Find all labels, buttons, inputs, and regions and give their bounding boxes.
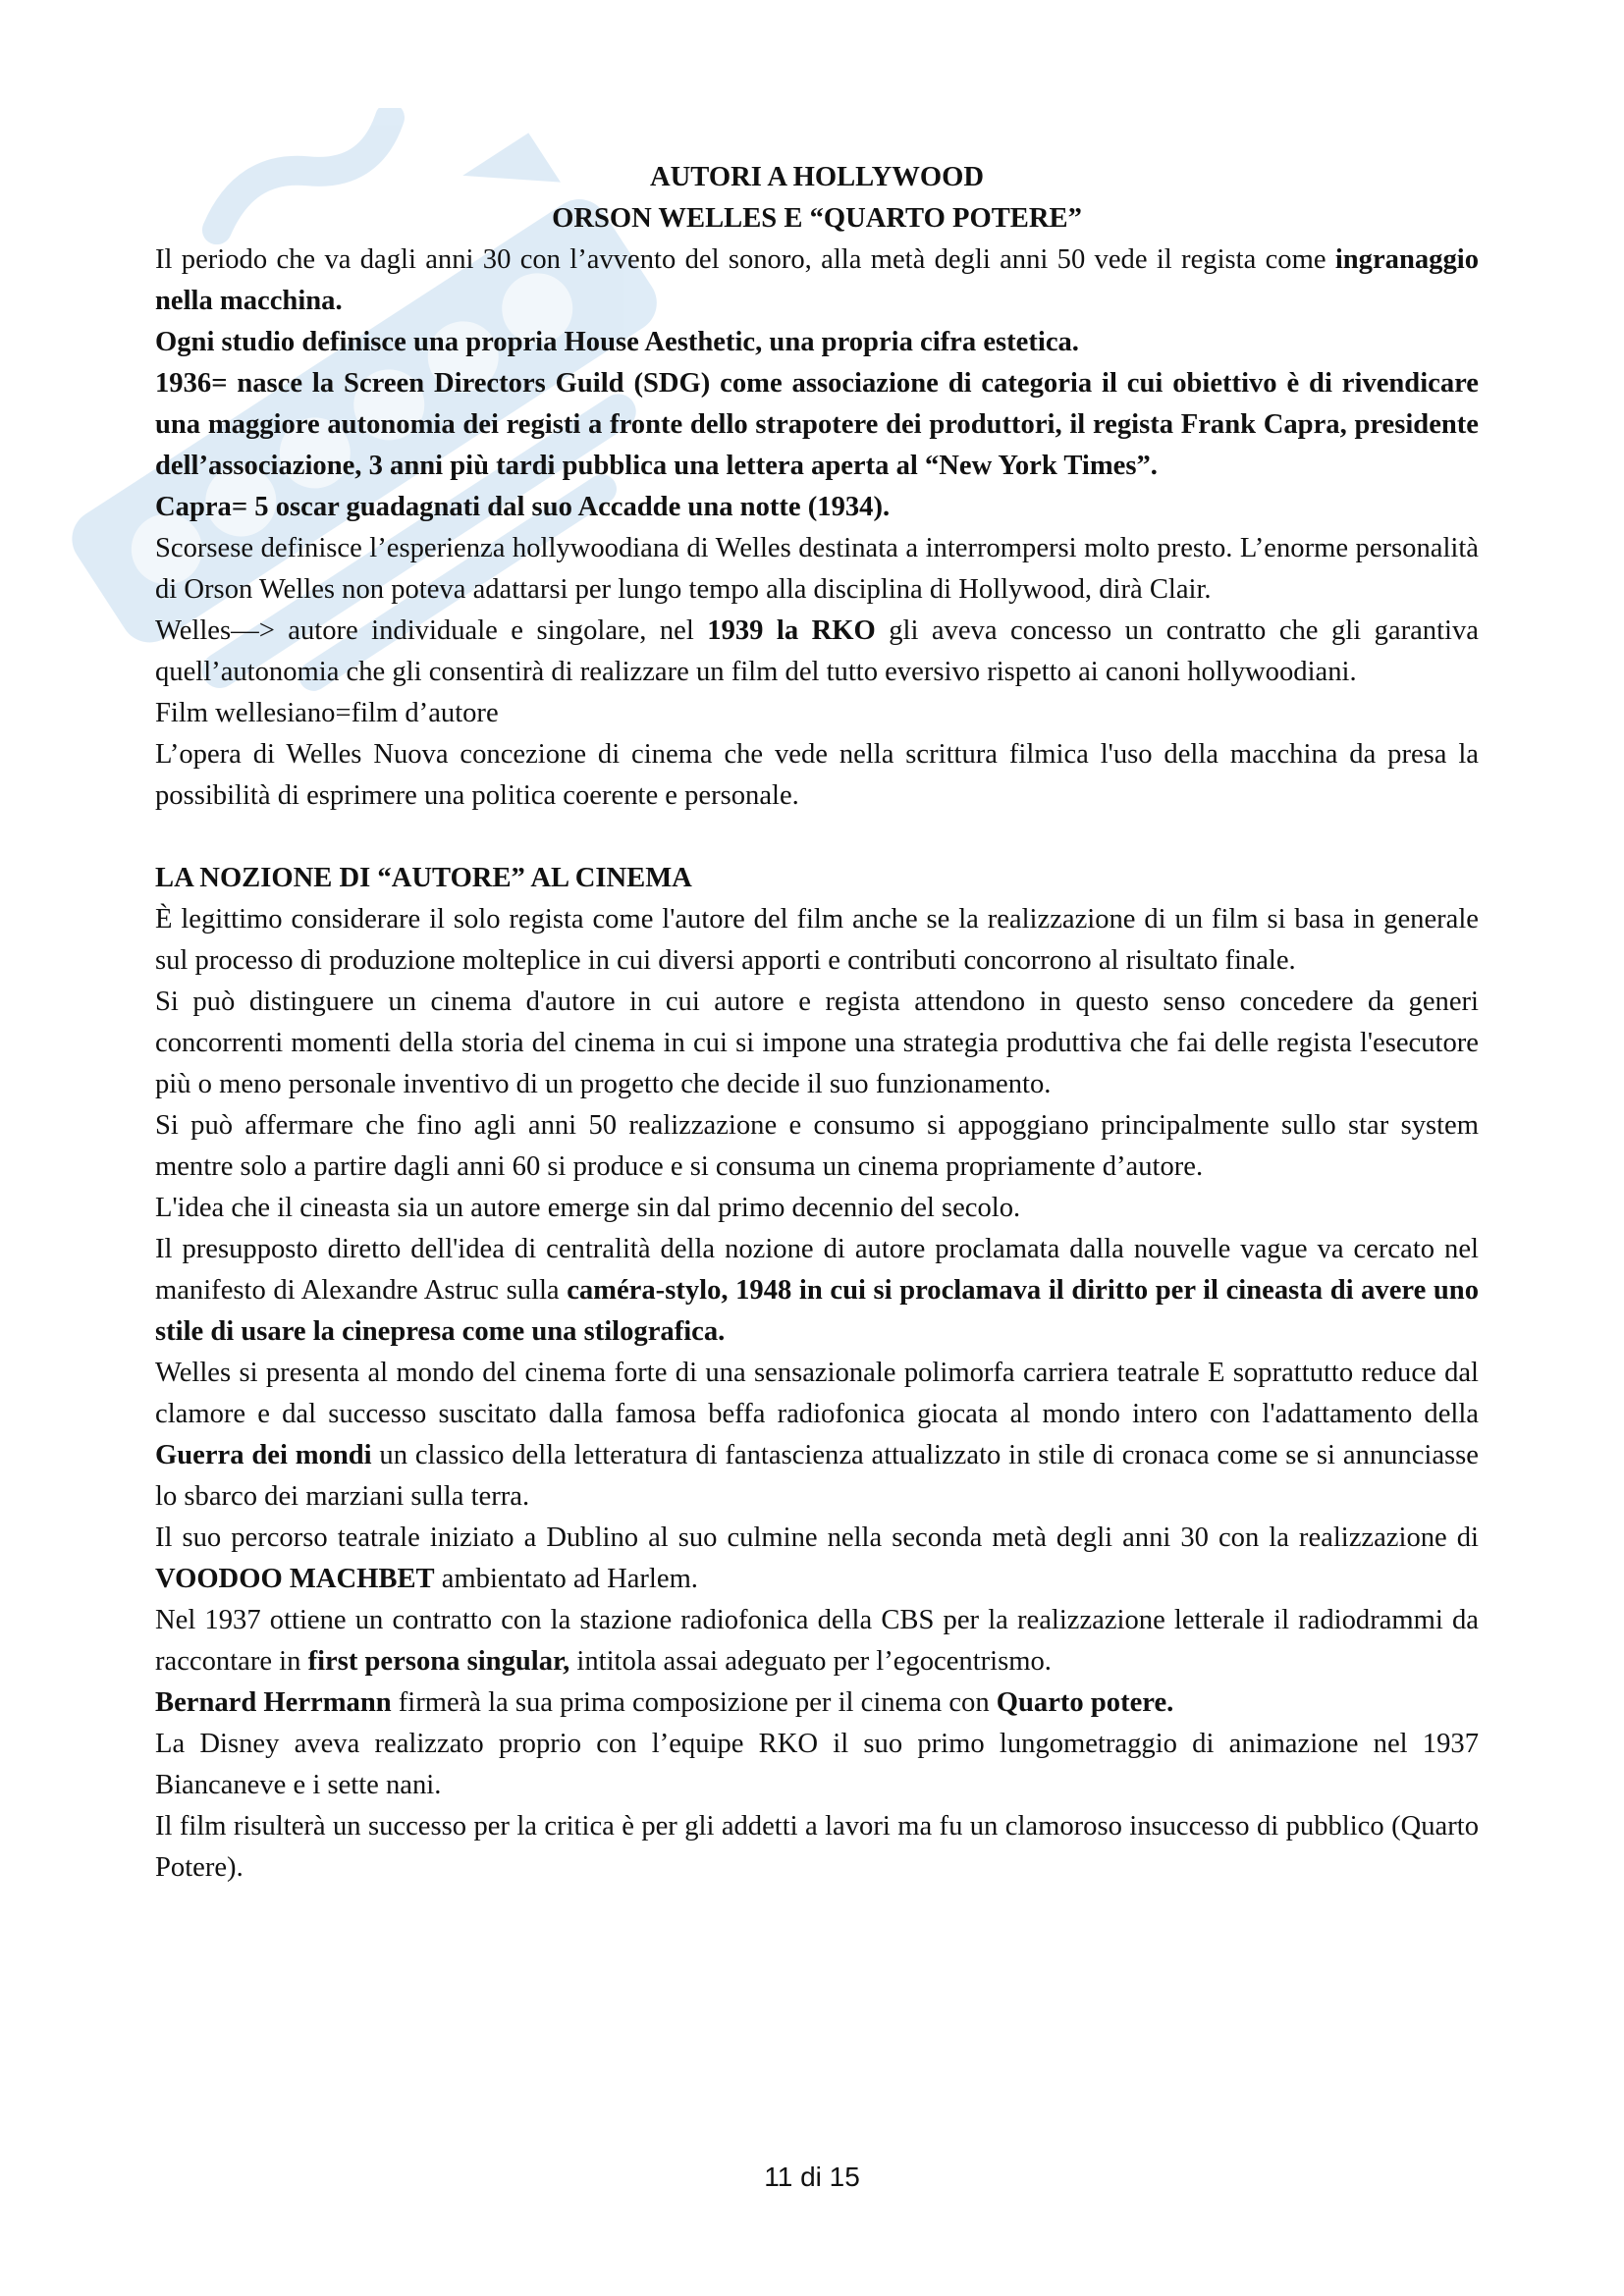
section2-paragraph-10: La Disney aveva realizzato proprio con l’equipe RKO il suo primo lungometraggio di animazione nel 1937 Biancaneve e i sette nani.: [155, 1729, 1479, 1800]
paragraph-6-text-a: Welles—> autore individuale e singolare, nel: [155, 615, 708, 646]
paragraph-1: [155, 240, 1479, 322]
paragraph-6-text-c: gli aveva concesso un contratto che gli garantiva quell’autonomia che gli consentirà di realizzare un film del tutto eversivo rispetto ai canoni hollywoodiani.: [155, 615, 1479, 687]
section2-paragraph-4: L'idea che il cineasta sia un autore emerge sin dal primo decennio del secolo.: [155, 1193, 1021, 1223]
page-number: 11 di 15: [764, 2162, 860, 2192]
section2-paragraph-6-bold: Guerra dei mondi: [155, 1440, 372, 1470]
paragraph-5: Scorsese definisce l’esperienza hollywoodiana di Welles destinata a interrompersi molto presto. L’enorme personalità di Orson Welles non poteva adattarsi per lungo tempo alla disciplina di Hollywood, dirà Clair.: [155, 533, 1479, 605]
section-heading-autore: LA NOZIONE DI “AUTORE” AL CINEMA: [155, 863, 692, 893]
document-content: [155, 157, 1479, 1889]
section2-paragraph-7-bold: VOODOO MACHBET: [155, 1564, 435, 1594]
paragraph-1-bold: ingranaggio nella macchina.: [155, 244, 1479, 316]
paragraph-2-bold: Ogni studio definisce una propria House Aesthetic, una propria cifra estetica.: [155, 327, 1079, 357]
section2-paragraph-7: [155, 1518, 1479, 1600]
section2-paragraph-8-text-c: intitola assai adeguato per l’egocentrismo.: [569, 1646, 1052, 1677]
section2-paragraph-9-bold-c: Quarto potere.: [996, 1687, 1174, 1718]
section2-paragraph-6: [155, 1353, 1479, 1518]
paragraph-3-bold: 1936= nasce la Screen Directors Guild (SDG) come associazione di categoria il cui obiettivo è di rivendicare una maggiore autonomia dei registi a fronte dello strapotere dei produttori, il regista Frank Capra, presidente dell’associazione, 3 anni più tardi pubblica una lettera aperta al “New York Times”.: [155, 368, 1479, 481]
section2-paragraph-5-bold: caméra-stylo, 1948 in cui si proclamava il diritto per il cineasta di avere uno stile di usare la cinepresa come una stilografica.: [155, 1275, 1479, 1347]
section2-paragraph-8: [155, 1600, 1479, 1682]
paragraph-4-bold: Capra= 5 oscar guadagnati dal suo Accadde una notte (1934).: [155, 492, 891, 522]
paragraph-7: Film wellesiano=film d’autore: [155, 698, 499, 728]
section2-paragraph-5: [155, 1229, 1479, 1353]
section2-paragraph-7-text-c: ambientato ad Harlem.: [434, 1564, 698, 1594]
paragraph-8: L’opera di Welles Nuova concezione di cinema che vede nella scrittura filmica l'uso della macchina da presa la possibilità di esprimere una politica coerente e personale.: [155, 739, 1479, 811]
section2-paragraph-3: Si può affermare che fino agli anni 50 realizzazione e consumo si appoggiano principalmente sullo star system mentre solo a partire dagli anni 60 si produce e si consuma un cinema propriamente d’autore.: [155, 1110, 1479, 1182]
paragraph-6: [155, 611, 1479, 693]
section2-paragraph-5-text: Il presupposto diretto dell'idea di centralità della nozione di autore proclamata dalla nouvelle vague va cercato nel manifesto di Alexandre Astruc sulla: [155, 1234, 1479, 1306]
section2-paragraph-1: È legittimo considerare il solo regista come l'autore del film anche se la realizzazione di un film si basa in generale sul processo di produzione molteplice in cui diversi apporti e contributi concorrono al risultato finale.: [155, 904, 1479, 976]
section2-paragraph-6-text-c: un classico della letteratura di fantascienza attualizzato in stile di cronaca come se si annunciasse lo sbarco dei marziani sulla terra.: [155, 1440, 1479, 1512]
section2-paragraph-9: [155, 1682, 1479, 1724]
title-line-2: ORSON WELLES E “QUARTO POTERE”: [552, 203, 1082, 234]
section2-paragraph-9-bold-a: Bernard Herrmann: [155, 1687, 392, 1718]
paragraph-4: [155, 487, 1479, 528]
section2-paragraph-8-bold: first persona singular,: [307, 1646, 570, 1677]
section2-paragraph-8-text-a: Nel 1937 ottiene un contratto con la stazione radiofonica della CBS per la realizzazione letterale il radiodrammi da raccontare in: [155, 1605, 1479, 1677]
section2-paragraph-6-text-a: Welles si presenta al mondo del cinema forte di una sensazionale polimorfa carriera teatrale E soprattutto reduce dal clamore e dal successo suscitato dalla famosa beffa radiofonica giocata al mondo intero con l'adattamento della: [155, 1358, 1479, 1429]
section2-paragraph-7-text-a: Il suo percorso teatrale iniziato a Dublino al suo culmine nella seconda metà degli anni 30 con la realizzazione di: [155, 1522, 1479, 1553]
section2-paragraph-2: Si può distinguere un cinema d'autore in cui autore e regista attendono in questo senso concedere da generi concorrenti momenti della storia del cinema in cui si impone una strategia produttiva che fai delle regista l'esecutore più o meno personale inventivo di un progetto che decide il suo funzionamento.: [155, 987, 1479, 1099]
paragraph-6-bold: 1939 la RKO: [707, 615, 876, 646]
section2-paragraph-11: Il film risulterà un successo per la critica è per gli addetti a lavori ma fu un clamoroso insuccesso di pubblico (Quarto Potere).: [155, 1811, 1479, 1883]
paragraph-1-text: Il periodo che va dagli anni 30 con l’avvento del sonoro, alla metà degli anni 50 vede il regista come: [155, 244, 1335, 275]
section2-paragraph-9-text: firmerà la sua prima composizione per il cinema con: [391, 1687, 997, 1718]
paragraph-2: [155, 322, 1479, 363]
paragraph-3: [155, 363, 1479, 487]
title-line-1: AUTORI A HOLLYWOOD: [649, 162, 985, 192]
